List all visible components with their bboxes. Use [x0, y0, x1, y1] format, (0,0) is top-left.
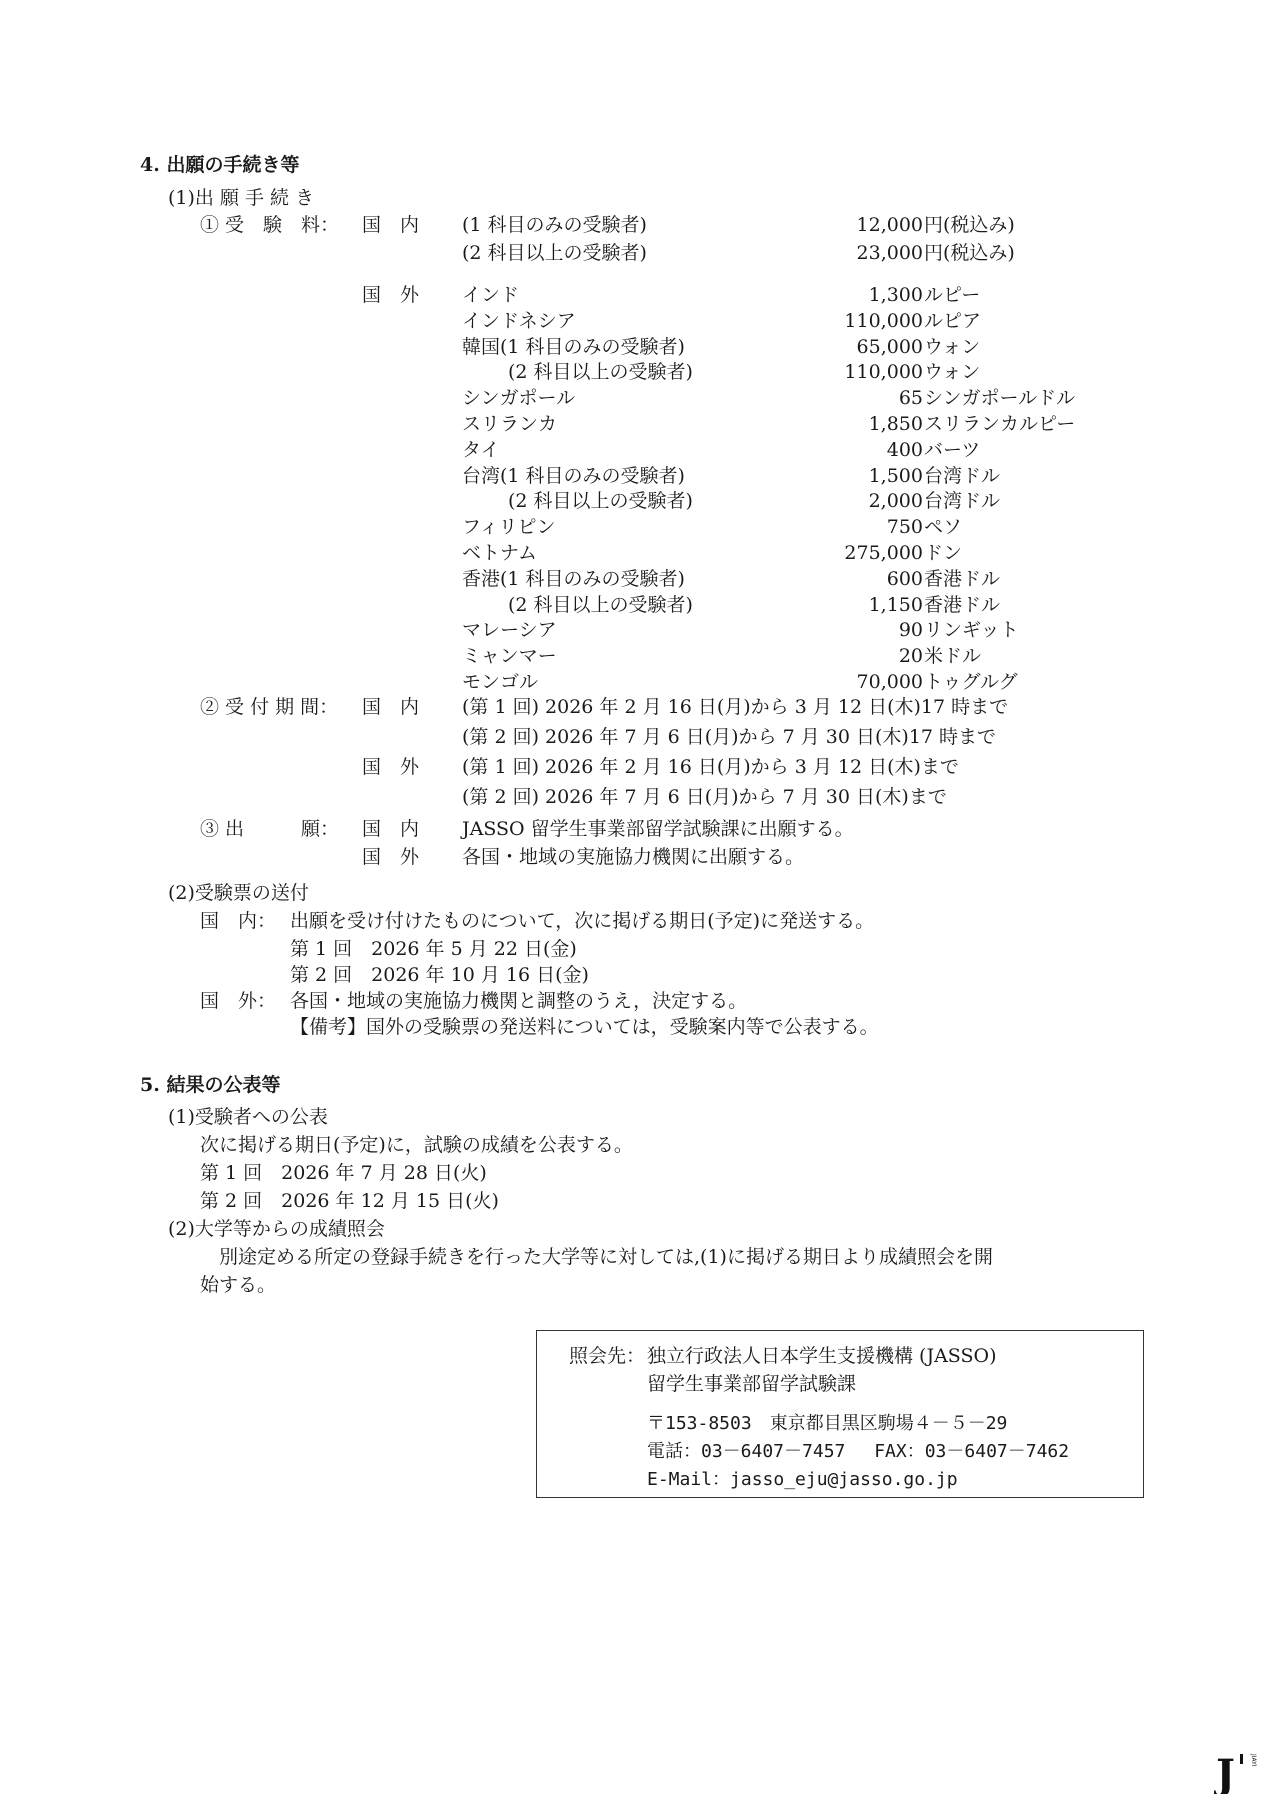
fee-dom-unit: 円(税込み) — [924, 214, 1015, 236]
subsection-application-heading: (1)出 願 手 続 き — [168, 187, 315, 209]
fee-ovs-unit: 台湾ドル — [924, 464, 1001, 487]
fee-ovs-unit: ドン — [924, 542, 963, 564]
logo-mark: J — [1216, 1751, 1235, 1794]
fee-ovs-name: 韓国(1 科目のみの受験者) — [462, 335, 685, 358]
apply-label: ③ 出 願： — [200, 818, 340, 840]
fee-ovs-name: スリランカ — [462, 413, 558, 435]
fee-ovs-unit: 香港ドル — [924, 567, 1001, 590]
fee-ovs-unit: 米ドル — [924, 645, 982, 668]
jiayi-logo — [1214, 1750, 1262, 1794]
fee-ovs-name: 台湾(1 科目のみの受験者) — [462, 464, 685, 487]
fee-ovs-unit: ルピア — [924, 309, 982, 332]
fee-ovs-unit: ウォン — [924, 335, 981, 358]
fee-ovs-unit: トゥグルグ — [924, 671, 1018, 693]
period-domestic-2: (第 2 回) 2026 年 7 月 6 日(月)から 7 月 30 日(木)17 時まで — [462, 726, 997, 748]
fee-ovs-name: 香港(1 科目のみの受験者) — [462, 567, 685, 590]
announce-text: 次に掲げる期日(予定)に，試験の成績を公表する。 — [200, 1134, 633, 1156]
fee-ovs-unit: 香港ドル — [924, 593, 1001, 616]
apply-domestic-label: 国 内 — [362, 818, 420, 840]
period-overseas-2: (第 2 回) 2026 年 7 月 6 日(月)から 7 月 30 日(木)まで — [462, 786, 947, 808]
fee-ovs-amount: 110,000 — [844, 361, 923, 384]
announce-date-2: 第 2 回 2026 年 12 月 15 日(火) — [200, 1190, 499, 1212]
fee-ovs-unit: ウォン — [924, 361, 981, 384]
ticket-overseas-label: 国 外： — [200, 990, 277, 1012]
contact-organization: 独立行政法人日本学生支援機構 (JASSO) — [647, 1345, 997, 1367]
contact-email[interactable]: E-Mail：jasso_eju@jasso.go.jp — [647, 1469, 958, 1490]
fee-ovs-name: ミャンマー — [462, 645, 557, 668]
announce-date-1: 第 1 回 2026 年 7 月 28 日(火) — [200, 1162, 487, 1184]
fee-ovs-amount: 1,500 — [868, 464, 923, 487]
fee-ovs-amount: 600 — [886, 567, 923, 590]
inquiry-text-line-1: 別途定める所定の登録手続きを行った大学等に対しては,(1)に掲げる期日より成績照会を開 — [200, 1246, 993, 1268]
subsection-inquiry-heading: (2)大学等からの成績照会 — [168, 1218, 385, 1240]
fee-ovs-name: マレーシア — [462, 619, 557, 642]
fee-ovs-name: シンガポール — [462, 387, 576, 410]
inquiry-text-line-2: 始する。 — [200, 1274, 277, 1296]
fee-ovs-unit: スリランカルピー — [924, 413, 1076, 435]
fee-ovs-amount: 110,000 — [844, 309, 923, 332]
fee-ovs-name: タイ — [462, 438, 500, 461]
fee-ovs-unit: リンギット — [924, 619, 1019, 642]
fee-ovs-amount: 90 — [898, 619, 923, 642]
fee-ovs-amount: 20 — [898, 645, 923, 668]
apply-overseas-text: 各国・地域の実施協力機関に出願する。 — [462, 846, 805, 868]
fee-ovs-unit: シンガポールドル — [924, 387, 1076, 410]
fee-domestic-label: 国 内 — [362, 214, 420, 236]
fee-dom-name: (2 科目以上の受験者) — [462, 242, 647, 264]
fee-ovs-name: モンゴル — [462, 671, 539, 693]
fee-ovs-unit: ペソ — [924, 516, 963, 539]
contact-label: 照会先： — [569, 1345, 646, 1367]
contact-phone: 電話：03－6407－7457 FAX：03－6407－7462 — [647, 1441, 1070, 1462]
fee-ovs-unit: バーツ — [924, 438, 981, 461]
fee-ovs-name: インドネシア — [462, 309, 576, 332]
apply-overseas-label: 国 外 — [362, 846, 420, 868]
fee-ovs-amount: 1,850 — [868, 413, 923, 435]
logo-text: JIAYI — [1250, 1754, 1257, 1767]
section-4-heading: 4. 出願の手続き等 — [140, 154, 300, 176]
ticket-domestic-text: 出願を受け付けたものについて，次に掲げる期日(予定)に発送する。 — [290, 910, 875, 932]
fee-ovs-name: ベトナム — [462, 542, 538, 564]
fee-label: ① 受 験 料： — [200, 214, 340, 236]
period-domestic-1: (第 1 回) 2026 年 2 月 16 日(月)から 3 月 12 日(木)17 時まで — [462, 696, 1009, 718]
fee-ovs-name: (2 科目以上の受験者) — [508, 490, 693, 513]
period-domestic-label: 国 内 — [362, 696, 420, 718]
fee-ovs-amount: 750 — [886, 516, 923, 539]
period-label: ② 受 付 期 間： — [200, 696, 339, 718]
fee-ovs-name: フィリピン — [462, 516, 556, 539]
fee-ovs-amount: 400 — [886, 438, 923, 461]
contact-address: 〒153-8503 東京都目黒区駒場４－５－29 — [647, 1413, 1008, 1434]
fee-ovs-unit: 台湾ドル — [924, 490, 1001, 513]
contact-box — [536, 1330, 1144, 1498]
subsection-announce-heading: (1)受験者への公表 — [168, 1106, 328, 1128]
contact-department: 留学生事業部留学試験課 — [647, 1373, 857, 1395]
fee-ovs-amount: 65 — [898, 387, 923, 410]
fee-ovs-amount: 275,000 — [844, 542, 923, 564]
period-overseas-1: (第 1 回) 2026 年 2 月 16 日(月)から 3 月 12 日(木)まで — [462, 756, 959, 778]
fee-dom-unit: 円(税込み) — [924, 242, 1015, 264]
fee-dom-name: (1 科目のみの受験者) — [462, 214, 647, 236]
fee-ovs-amount: 2,000 — [868, 490, 923, 513]
fee-ovs-unit: ルピー — [924, 284, 981, 306]
apply-domestic-text: JASSO 留学生事業部留学試験課に出願する。 — [462, 818, 854, 840]
fee-dom-amount: 23,000 — [856, 242, 923, 264]
fee-ovs-amount: 1,150 — [868, 593, 923, 616]
fee-ovs-name: (2 科目以上の受験者) — [508, 593, 693, 616]
ticket-date-1: 第 1 回 2026 年 5 月 22 日(金) — [290, 938, 577, 960]
period-overseas-label: 国 外 — [362, 756, 420, 778]
subsection-ticket-heading: (2)受験票の送付 — [168, 882, 309, 904]
fee-ovs-amount: 70,000 — [856, 671, 923, 693]
fee-dom-amount: 12,000 — [856, 214, 923, 236]
ticket-date-2: 第 2 回 2026 年 10 月 16 日(金) — [290, 964, 589, 986]
fee-ovs-amount: 65,000 — [856, 335, 923, 358]
ticket-overseas-text: 各国・地域の実施協力機関と調整のうえ，決定する。 — [290, 990, 748, 1012]
ticket-note: 【備考】国外の受験票の発送料については，受験案内等で公表する。 — [290, 1016, 879, 1038]
fee-overseas-label: 国 外 — [362, 284, 420, 306]
fee-ovs-name: インド — [462, 284, 520, 306]
ticket-domestic-label: 国 内： — [200, 910, 277, 932]
fee-ovs-amount: 1,300 — [868, 284, 923, 306]
fee-ovs-name: (2 科目以上の受験者) — [508, 361, 693, 384]
section-5-heading: 5. 結果の公表等 — [140, 1074, 281, 1096]
